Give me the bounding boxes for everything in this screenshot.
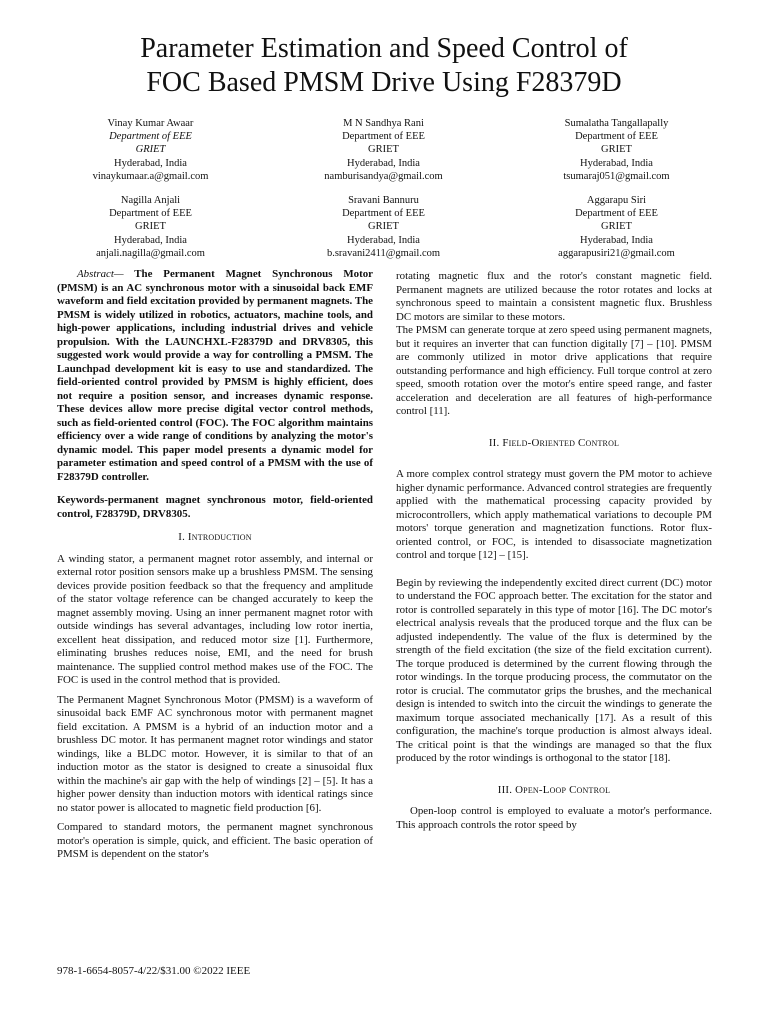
author-email: b.sravani2411@gmail.com <box>326 247 441 259</box>
author-dept: Department of EEE <box>109 208 192 220</box>
foc-paragraph-1: A more complex control strategy must govern the PM motor to achieve higher dynamic performance. Advanced control strategies are frequently applied with the mathematical processing capacity provided by microcontrollers, which apply mathematical variations to decouple PM motors' torque generation and magnetization functions. Rotor flux-oriented control, or FOC, is intended to disassociate magnetization control and torque [12] – [15]. <box>396 468 712 561</box>
author-org: GRIET <box>135 221 166 233</box>
author-email: tsumaraj051@gmail.com <box>563 170 670 182</box>
author-email: aggarapusiri21@gmail.com <box>558 247 675 259</box>
author-dept: Department of EEE <box>342 208 425 220</box>
title-line-2: FOC Based PMSM Drive Using F28379D <box>146 67 622 98</box>
author-row-1 <box>0 117 768 183</box>
author-name: M N Sandhya Rani <box>343 118 424 129</box>
author-email: anjali.nagilla@gmail.com <box>96 247 205 259</box>
open-loop-paragraph-1: Open-loop control is employed to evaluate a motor's performance. This approach controls the rotor speed by <box>396 805 712 831</box>
author-city: Hyderabad, India <box>114 157 187 169</box>
section-heading-open-loop: III. Open-Loop Control <box>497 783 611 796</box>
author-org: GRIET <box>135 144 166 156</box>
author-card <box>267 194 500 260</box>
intro-paragraph-3-continued: rotating magnetic flux and the rotor's constant magnetic field. Permanent magnets are utilized because the rotor rotates and locks at synchronous speed to maintain a consistent magnetic flux. Brushless DC motors are similar to these motors. <box>396 270 712 323</box>
author-email: namburisandya@gmail.com <box>324 170 443 182</box>
author-card <box>500 194 733 260</box>
author-dept: Department of EEE <box>575 131 658 143</box>
section-heading-introduction: I. Introduction <box>178 531 252 543</box>
author-org: GRIET <box>368 221 399 233</box>
author-card <box>34 117 267 183</box>
copyright-footer: 978-1-6654-8057-4/22/$31.00 ©2022 IEEE <box>57 965 251 977</box>
author-org: GRIET <box>601 144 632 156</box>
author-name: Sumalatha Tangallapally <box>564 118 669 129</box>
author-dept: Department of EEE <box>342 131 425 143</box>
title-line-1: Parameter Estimation and Speed Control of <box>140 33 628 64</box>
author-card <box>500 117 733 183</box>
author-name: Nagilla Anjali <box>120 195 181 207</box>
author-email: vinaykumaar.a@gmail.com <box>92 170 209 182</box>
author-row-2 <box>0 194 768 260</box>
author-city: Hyderabad, India <box>114 234 187 246</box>
author-city: Hyderabad, India <box>347 157 420 169</box>
intro-paragraph-1: A winding stator, a permanent magnet rotor assembly, and internal or external rotor position sensors make up a brushless PMSM. The sensing devices provide position feedback so that the frequency and amplitude of the stator voltage reference can be changed accurately to keep the magnet assembly moving. Using an inner permanent magnet rotor with outside windings has several advantages, including low rotor inertia, excellent heat dissipation, and reduced motor size [1]. Furthermore, eliminating brushes reduces noise, EMI, and the need for brush maintenance. The supplied control method makes use of the FOC. The FOC is used in the control method that is provided. <box>57 552 373 686</box>
author-city: Hyderabad, India <box>580 234 653 246</box>
section-heading-foc: II. Field-Oriented Control <box>488 436 620 449</box>
author-dept: Department of EEE <box>575 208 658 220</box>
author-dept: Department of EEE <box>109 131 192 143</box>
author-city: Hyderabad, India <box>347 234 420 246</box>
author-card <box>34 194 267 260</box>
author-name: Vinay Kumar Awaar <box>107 118 194 129</box>
author-card <box>267 117 500 183</box>
abstract <box>57 268 373 484</box>
author-name: Sravani Bannuru <box>348 195 419 207</box>
intro-paragraph-2: The Permanent Magnet Synchronous Motor (PMSM) is a waveform of sinusoidal back EMF AC synchronous motor with permanent magnet field excitation. A PMSM is a hybrid of an induction motor and a brushless DC motor. It has permanent magnet rotor windings and stator windings, like a BLDC motor. However, it is similar to that of an induction motor as the stator is designed to create a sinusoidal flux within the machine's air gap with the help of windings [2] – [5]. It has a higher power density than induction motors with identical ratings since no stator power is allocated to magnetic field production [6]. <box>57 693 373 814</box>
author-org: GRIET <box>601 221 632 233</box>
right-column <box>396 270 712 838</box>
intro-paragraph-3: Compared to standard motors, the permanent magnet synchronous motor's operation is simple, quick, and efficient. The basic operation of PMSM is dependent on the stator's <box>57 821 373 860</box>
intro-paragraph-4: The PMSM can generate torque at zero speed using permanent magnets, but it requires an inverter that can function digitally [7] – [10]. PMSM are commonly utilized in motor drive applications that require outstanding performance and high efficiency. Full torque control at zero speed, smooth rotation over the motor's entire speed range, and faster acceleration and deceleration are all features of high-performance control [11]. <box>396 324 712 417</box>
keywords: Keywords-permanent magnet synchronous motor, field-oriented control, F28379D, DRV8305. <box>57 494 373 520</box>
author-org: GRIET <box>368 144 399 156</box>
abstract-body: The Permanent Magnet Synchronous Motor (PMSM) is an AC synchronous motor with a sinusoidal back EMF waveform and field excitation provided by permanent magnets. The PMSM is widely utilized in robotics, actuators, machine tools, and high-power applications, including industrial drives and vehicle propulsion. With the LAUNCHXL-F28379D and DRV8305, this suggested work would provide a way for controlling a PMSM. The Launchpad development kit is easy to use and standardized. The field-oriented control provided by PMSM is highly efficient, does not require a position sensor, and increases dynamic response. These devices allow more precise digital vector control methods, such as field-oriented control (FOC). The FOC algorithm maintains efficiency over a wide range of conditions by analyzing the motor's dynamic model. This paper model presents a dynamic model for parameter estimation and speed control of a PMSM with the use of F28379D controller. <box>57 268 373 483</box>
foc-paragraph-2: Begin by reviewing the independently excited direct current (DC) motor to understand the FOC approach better. The excitation for the stator and rotor is controlled separately in this type of motor [16]. The DC motor's electrical analysis reveals that the produced torque and the flux can be adjusted independently. The value of the flux is determined by the strength of the field excitation (the size of the field excitation current). The torque produced is determined by the current flowing through the rotor windings. In the torque producing process, the commutator on the rotor is crucial. The commutator grips the brushes, and the mechanical design is intended to switch into the circuit the windings to generate the maximum torque associated mechanically [17]. As a result of this configuration, the machine's torque production is almost always ideal. The critical point is that the windings are managed so that the flux produced by the rotor windings is orthogonal to the stator [18]. <box>396 576 712 764</box>
abstract-lead: Abstract— <box>77 268 124 280</box>
author-block <box>0 117 768 271</box>
author-city: Hyderabad, India <box>580 157 653 169</box>
author-name: Aggarapu Siri <box>586 195 647 207</box>
left-column <box>57 268 373 868</box>
paper-title <box>0 32 768 100</box>
